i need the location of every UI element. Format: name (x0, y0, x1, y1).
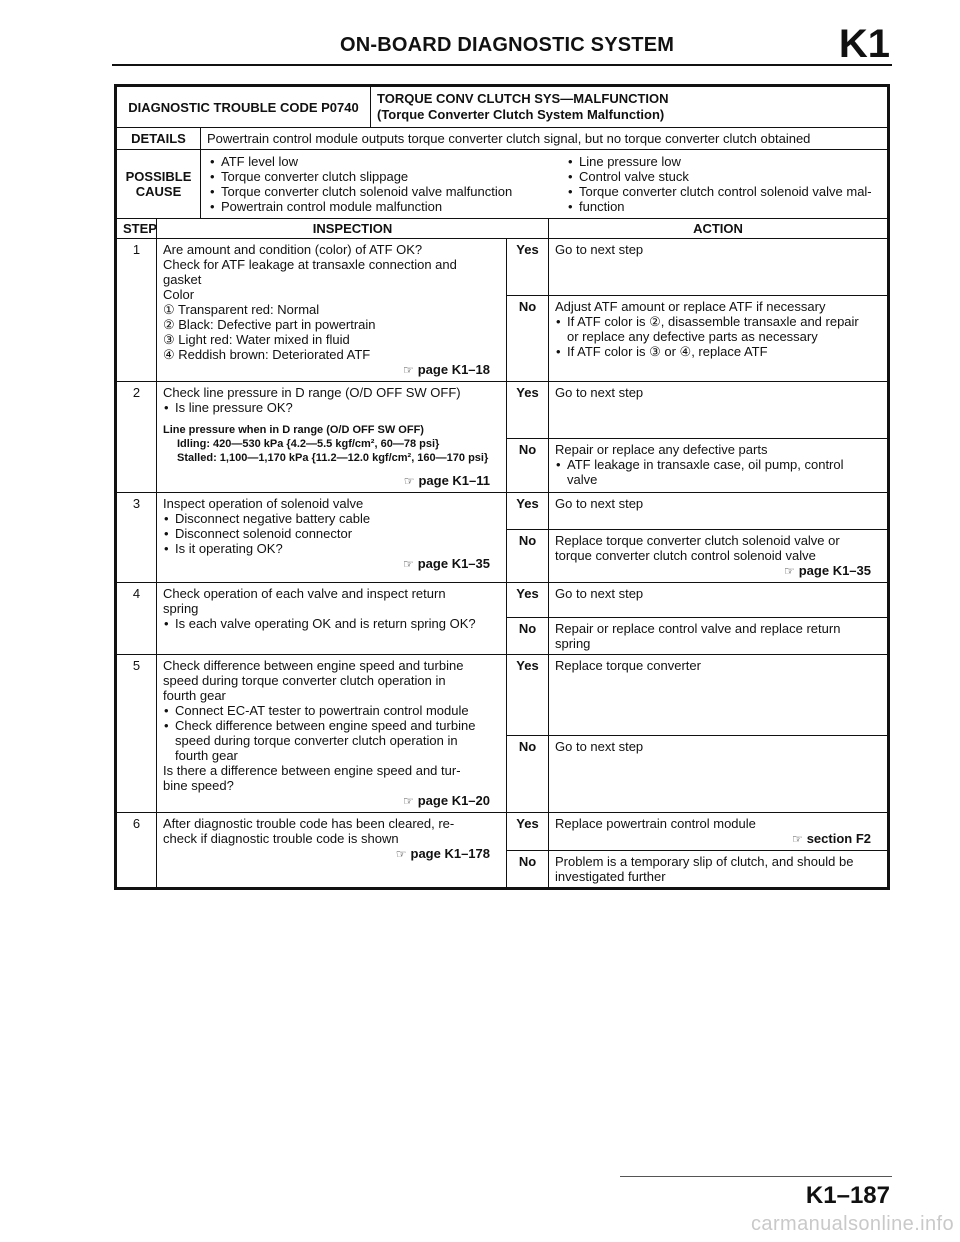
yes-action: Go to next step (549, 239, 888, 296)
page-reference[interactable] (163, 846, 500, 862)
pointing-hand-icon: ☞ (402, 363, 414, 377)
no-action (549, 530, 888, 583)
inspection-line: Check operation of each valve and inspect return (163, 586, 446, 601)
inspection-bullet: • Connect EC-AT tester to powertrain control module (163, 703, 500, 718)
pointing-hand-icon: ☞ (402, 557, 414, 571)
dtc-label: DIAGNOSTIC TROUBLE CODE P0740 (117, 87, 371, 128)
inspection-line: fourth gear (175, 748, 238, 763)
no-label: No (507, 439, 549, 493)
possible-cause-label-line2: CAUSE (135, 184, 182, 199)
inspection-line: ② Black: Defective part in powertrain (163, 317, 376, 332)
details-table (116, 127, 888, 219)
page-reference[interactable] (163, 556, 500, 572)
no-action (549, 439, 888, 493)
page-reference-text: page K1–11 (418, 473, 490, 488)
no-label: No (507, 296, 549, 382)
page-reference-text: page K1–35 (417, 556, 490, 571)
list-item: • Torque converter clutch solenoid valve malfunction (221, 184, 565, 199)
spec-title: Line pressure when in D range (O/D OFF SW OFF) (163, 424, 424, 436)
page-reference-text: page K1–18 (417, 362, 490, 377)
action-line: investigated further (555, 869, 666, 884)
header-table (116, 86, 888, 128)
inspection-line: gasket (163, 272, 202, 287)
no-action: Go to next step (549, 736, 888, 813)
list-item-continued: • function (579, 199, 881, 214)
section-code: K1 (838, 22, 890, 66)
page-reference[interactable] (163, 793, 500, 809)
action-bullet: • If ATF color is ③ or ④, replace ATF (555, 344, 881, 359)
yes-label: Yes (507, 493, 549, 530)
table-row (117, 813, 888, 851)
diagnostic-table (114, 84, 890, 890)
spec-idling: Idling: 420—530 kPa {4.2—5.5 kgf/cm², 60—78 psi} (177, 438, 440, 450)
yes-action: Go to next step (549, 493, 888, 530)
possible-cause-label (117, 150, 201, 219)
pointing-hand-icon: ☞ (791, 832, 803, 846)
inspection-line: fourth gear (163, 688, 226, 703)
yes-label: Yes (507, 813, 549, 851)
action-line: Replace torque converter clutch solenoid valve or (555, 533, 840, 548)
step-inspection (157, 239, 507, 382)
page-reference-text: page K1–35 (798, 563, 871, 578)
page-reference-text: page K1–20 (417, 793, 490, 808)
action-line: Repair or replace any defective parts (555, 442, 768, 457)
page-reference[interactable] (555, 563, 881, 579)
list-item: • Line pressure low (579, 154, 881, 169)
inspection-line: speed during torque converter clutch operation in (163, 673, 446, 688)
yes-action: Replace torque converter (549, 655, 888, 736)
inspection-line: Check line pressure in D range (O/D OFF SW OFF) (163, 385, 461, 400)
list-item: • Control valve stuck (579, 169, 881, 184)
inspection-line: bine speed? (163, 778, 234, 793)
watermark: carmanualsonline.info (751, 1213, 954, 1235)
list-item: • Torque converter clutch slippage (221, 169, 565, 184)
step-inspection (157, 813, 507, 888)
yes-label: Yes (507, 583, 549, 618)
details-label: DETAILS (117, 128, 201, 150)
yes-label: Yes (507, 239, 549, 296)
step-number: 1 (117, 239, 157, 382)
action-line: torque converter clutch control solenoid valve (555, 548, 816, 563)
page-reference[interactable] (163, 473, 500, 489)
inspection-line: ① Transparent red: Normal (163, 302, 320, 317)
table-row (117, 583, 888, 618)
step-number: 2 (117, 382, 157, 493)
steps-table (116, 218, 888, 888)
inspection-bullet: • Disconnect negative battery cable (163, 511, 500, 526)
step-number: 5 (117, 655, 157, 813)
table-row (117, 239, 888, 296)
action-bullet: • If ATF color is ②, disassemble transaxle and repair (555, 314, 881, 329)
action-line: or replace any defective parts as necessary (567, 329, 818, 344)
step-inspection (157, 655, 507, 813)
inspection-line: speed during torque converter clutch operation in (175, 733, 458, 748)
inspection-bullet: • Check difference between engine speed and turbine (163, 718, 500, 733)
yes-action: Go to next step (549, 382, 888, 439)
inspection-bullet: • Is line pressure OK? (163, 400, 500, 415)
step-inspection (157, 583, 507, 655)
no-label: No (507, 618, 549, 655)
no-action (549, 851, 888, 888)
pointing-hand-icon: ☞ (395, 847, 407, 861)
step-inspection (157, 382, 507, 493)
yes-label: Yes (507, 655, 549, 736)
spec-stalled: Stalled: 1,100—1,170 kPa {11.2—12.0 kgf/cm², 160—170 psi} (177, 452, 489, 464)
page-reference-text: page K1–178 (410, 846, 490, 861)
inspection-line: spring (163, 601, 199, 616)
step-number: 6 (117, 813, 157, 888)
step-inspection (157, 493, 507, 583)
action-line: Repair or replace control valve and replace return (555, 621, 841, 636)
list-item: • Powertrain control module malfunction (221, 199, 565, 214)
inspection-line: Are amount and condition (color) of ATF OK? (163, 242, 423, 257)
details-text: Powertrain control module outputs torque converter clutch signal, but no torque converter clutch obtained (201, 128, 888, 150)
step-number: 4 (117, 583, 157, 655)
table-row (117, 382, 888, 439)
step-number: 3 (117, 493, 157, 583)
action-line: Adjust ATF amount or replace ATF if necessary (555, 299, 826, 314)
footer-rule (620, 1176, 892, 1177)
yes-label: Yes (507, 382, 549, 439)
inspection-bullet: • Is it operating OK? (163, 541, 500, 556)
inspection-line: Check for ATF leakage at transaxle connection and (163, 257, 457, 272)
table-row (117, 655, 888, 736)
list-item: • ATF level low (221, 154, 565, 169)
dtc-title (371, 87, 888, 128)
action-line: Problem is a temporary slip of clutch, and should be (555, 854, 854, 869)
line-pressure-spec (163, 423, 500, 465)
inspection-line: Check difference between engine speed and turbine (163, 658, 464, 673)
dtc-title-line2: (Torque Converter Clutch System Malfunction) (377, 107, 665, 122)
no-label: No (507, 851, 549, 888)
inspection-line: ③ Light red: Water mixed in fluid (163, 332, 350, 347)
pointing-hand-icon: ☞ (783, 564, 795, 578)
action-bullet: • ATF leakage in transaxle case, oil pump, control (555, 457, 881, 472)
action-line: valve (567, 472, 598, 487)
section-reference-text: section F2 (806, 831, 871, 846)
yes-action: Go to next step (549, 583, 888, 618)
header-rule (112, 64, 892, 66)
page-number: K1–187 (805, 1182, 890, 1209)
list-item: • Torque converter clutch control solenoid valve mal- (579, 184, 881, 199)
table-row (117, 493, 888, 530)
possible-cause-label-line1: POSSIBLE (125, 169, 192, 184)
inspection-line: Inspect operation of solenoid valve (163, 496, 364, 511)
action-line: spring (555, 636, 591, 651)
yes-action (549, 813, 888, 851)
cause-list-left (207, 154, 565, 214)
inspection-bullet: • Disconnect solenoid connector (163, 526, 500, 541)
section-reference[interactable] (555, 831, 881, 847)
page-reference[interactable] (163, 362, 500, 378)
page-title: ON-BOARD DIAGNOSTIC SYSTEM (340, 34, 675, 56)
pointing-hand-icon: ☞ (403, 474, 415, 488)
column-header-action: ACTION (549, 219, 888, 239)
no-label: No (507, 736, 549, 813)
column-header-inspection: INSPECTION (157, 219, 549, 239)
inspection-line: ④ Reddish brown: Deteriorated ATF (163, 347, 371, 362)
column-header-step: STEP (117, 219, 157, 239)
possible-cause-list (201, 150, 888, 219)
action-line: Replace powertrain control module (555, 816, 756, 831)
pointing-hand-icon: ☞ (402, 794, 414, 808)
inspection-line: check if diagnostic trouble code is shown (163, 831, 399, 846)
inspection-line: Color (163, 287, 195, 302)
cause-list-right (565, 154, 881, 214)
no-action (549, 618, 888, 655)
inspection-line: Is there a difference between engine speed and tur- (163, 763, 461, 778)
inspection-line: After diagnostic trouble code has been cleared, re- (163, 816, 455, 831)
inspection-bullet: • Is each valve operating OK and is return spring OK? (163, 616, 500, 631)
dtc-title-line1: TORQUE CONV CLUTCH SYS—MALFUNCTION (377, 91, 669, 106)
no-label: No (507, 530, 549, 583)
page-header (112, 22, 892, 66)
no-action (549, 296, 888, 382)
